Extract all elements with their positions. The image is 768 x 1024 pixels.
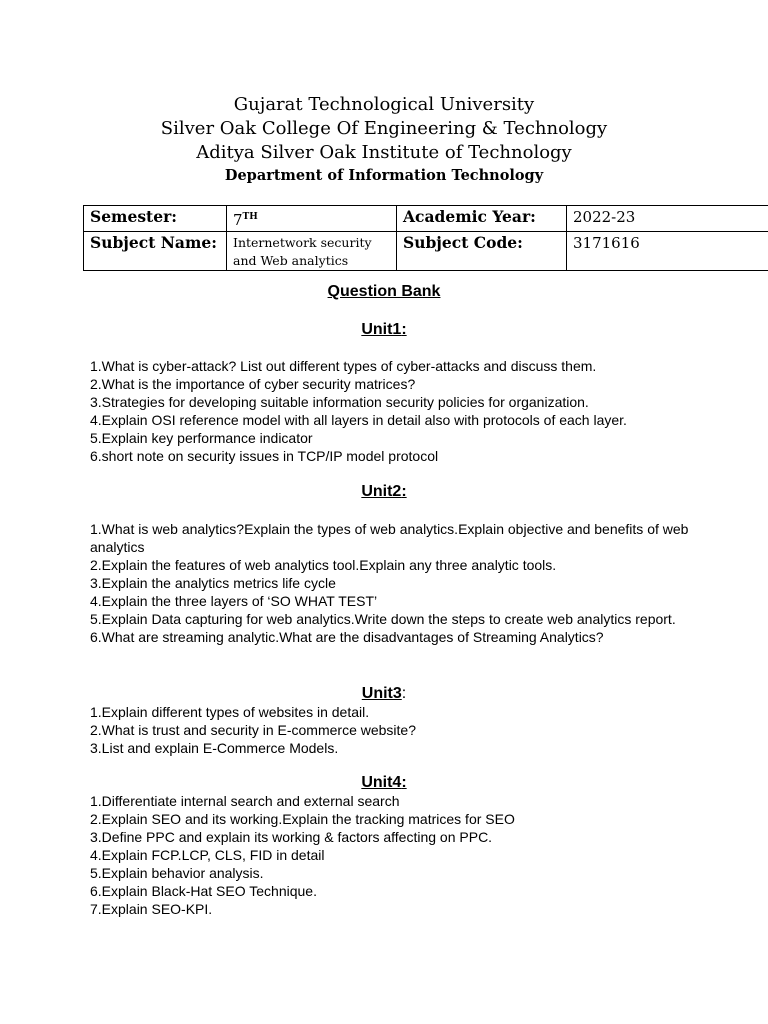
list-item: 6.Explain Black-Hat SEO Technique. xyxy=(90,883,317,899)
course-info-table xyxy=(83,205,768,271)
list-item: 5.Explain key performance indicator xyxy=(90,430,313,446)
department-name: Department of Information Technology xyxy=(224,167,544,184)
list-item: 4.Explain OSI reference model with all layers in detail also with protocols of each layer. xyxy=(90,412,627,428)
unit1-question-list xyxy=(90,357,690,465)
list-item: 3.Explain the analytics metrics life cycle xyxy=(90,575,336,591)
academic-year-label: Academic Year: xyxy=(397,206,567,232)
semester-value: 7TH xyxy=(227,206,397,232)
college-name: Silver Oak College Of Engineering & Technology xyxy=(160,118,608,139)
list-item: 5.Explain Data capturing for web analytics.Write down the steps to create web analytics report. xyxy=(90,611,676,627)
unit1-heading: Unit1: xyxy=(361,321,407,338)
list-item: 1.Differentiate internal search and external search xyxy=(90,793,400,809)
unit3-heading: Unit3: xyxy=(361,685,407,702)
list-item: 2.Explain SEO and its working.Explain the tracking matrices for SEO xyxy=(90,811,515,827)
list-item: 1.What is cyber-attack? List out different types of cyber-attacks and discuss them. xyxy=(90,358,597,374)
list-item: 2.What is the importance of cyber security matrices? xyxy=(90,376,416,392)
unit3-question-list xyxy=(90,703,690,757)
semester-label: Semester: xyxy=(84,206,227,232)
list-item: 3.List and explain E-Commerce Models. xyxy=(90,740,339,756)
list-item: 2.What is trust and security in E-commerce website? xyxy=(90,722,417,738)
list-item: 6.short note on security issues in TCP/IP model protocol xyxy=(90,448,439,464)
institute-name: Aditya Silver Oak Institute of Technology xyxy=(196,142,572,163)
list-item: 3.Strategies for developing suitable information security policies for organization. xyxy=(90,394,589,410)
list-item: 4.Explain FCP.LCP, CLS, FID in detail xyxy=(90,847,325,863)
list-item: 7.Explain SEO-KPI. xyxy=(90,901,213,917)
unit4-heading: Unit4: xyxy=(361,774,407,791)
list-item: 6.What are streaming analytic.What are the disadvantages of Streaming Analytics? xyxy=(90,629,604,645)
list-item: 5.Explain behavior analysis. xyxy=(90,865,264,881)
subject-code-value: 3171616 xyxy=(567,232,768,271)
page-title: Question Bank xyxy=(327,283,441,300)
subject-name-value: Internetwork security and Web analytics xyxy=(227,232,397,271)
list-item: 3.Define PPC and explain its working & factors affecting on PPC. xyxy=(90,829,493,845)
unit2-question-list xyxy=(90,520,690,646)
university-name: Gujarat Technological University xyxy=(233,94,535,115)
academic-year-value: 2022-23 xyxy=(567,206,768,232)
table-row xyxy=(84,232,768,271)
list-item: 2.Explain the features of web analytics tool.Explain any three analytic tools. xyxy=(90,557,557,573)
unit4-question-list xyxy=(90,792,690,918)
list-item: 4.Explain the three layers of ‘SO WHAT TEST’ xyxy=(90,593,378,609)
table-row xyxy=(84,206,768,232)
unit2-heading: Unit2: xyxy=(361,483,407,500)
list-item: 1.What is web analytics?Explain the types of web analytics.Explain objective and benefits of web analytics xyxy=(90,521,689,555)
subject-name-label: Subject Name: xyxy=(84,232,227,271)
subject-code-label: Subject Code: xyxy=(397,232,567,271)
list-item: 1.Explain different types of websites in detail. xyxy=(90,704,370,720)
